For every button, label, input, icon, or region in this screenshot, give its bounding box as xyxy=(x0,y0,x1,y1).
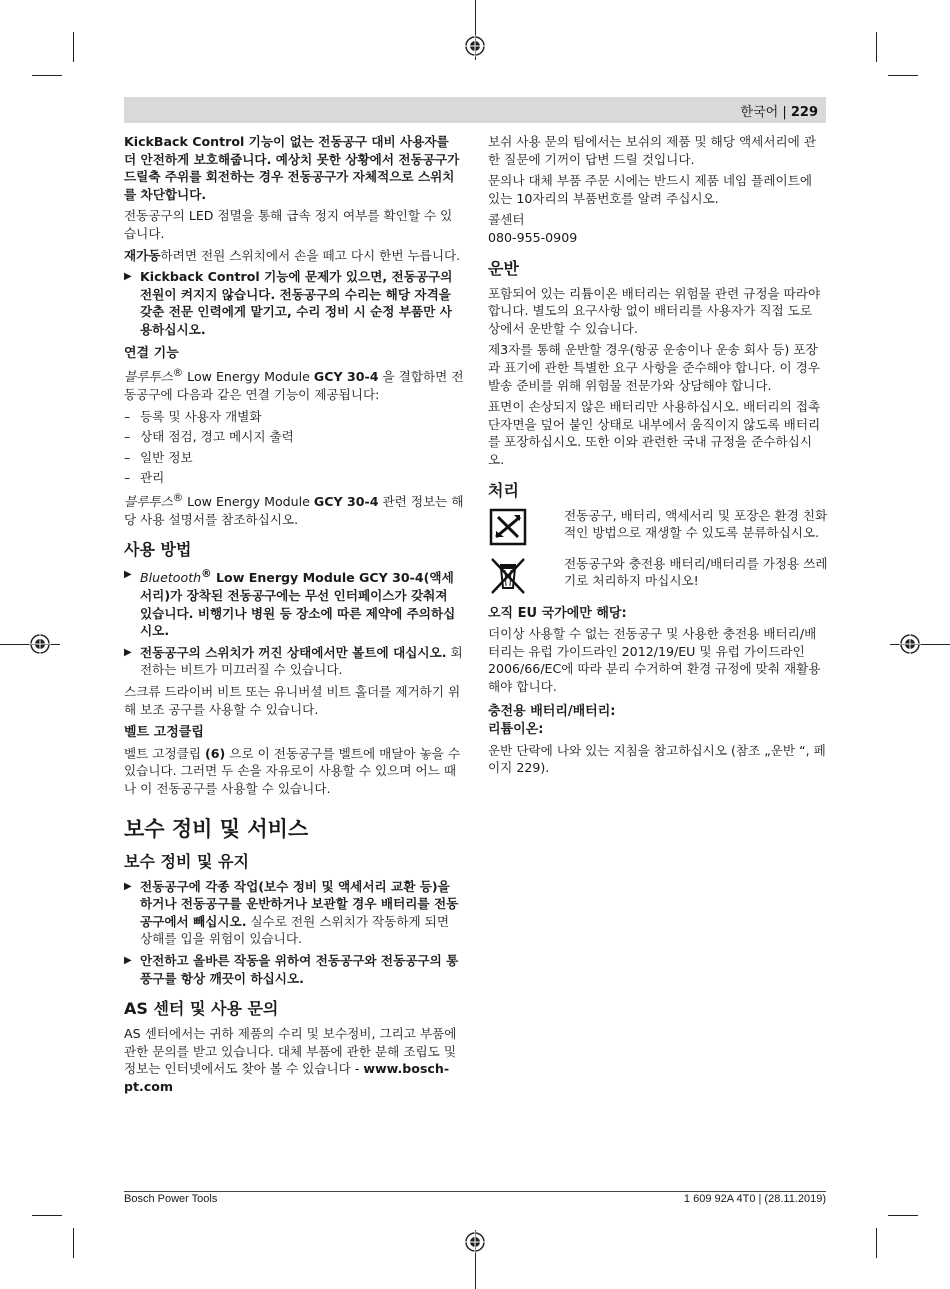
registration-mark-icon xyxy=(29,633,51,655)
recycle-box-icon xyxy=(488,507,528,547)
page-number: 229 xyxy=(790,105,818,120)
transport-p2: 제3자를 통해 운반할 경우(항공 운송이나 운송 회사 등) 포장과 표기에 관한 특별한 요구 사항을 준수해야 합니다. 이 경우 발송 준비를 위해 위험물 전문가와 상담해야 합니다. xyxy=(488,342,821,393)
usage-text: 스크류 드라이버 비트 또는 유니버셜 비트 홀더를 제거하기 위해 보조 공구를 사용할 수 있습니다. xyxy=(124,684,461,717)
module-model: GCY 30-4 xyxy=(313,369,379,385)
belt-text-a: 벨트 고정클립 xyxy=(124,745,205,761)
bluetooth-korean: 블루투스 xyxy=(124,494,173,510)
left-column xyxy=(124,133,464,1100)
warning-triangle-icon: ▶ xyxy=(124,569,132,581)
right-column xyxy=(488,133,828,781)
callcenter-label: 콜센터 xyxy=(488,212,525,228)
usage-heading: 사용 방법 xyxy=(124,540,192,560)
crop-mark xyxy=(888,1215,918,1216)
maintenance-warning-1-text xyxy=(140,879,458,947)
page-header xyxy=(124,97,826,123)
connect-outro-rest: 관련 정보는 해당 사용 설명서를 참조하십시오. xyxy=(124,494,464,527)
crossed-bin-icon xyxy=(488,555,528,595)
list-item: – 일반 정보 xyxy=(124,449,193,465)
maintenance-heading: 보수 정비 및 유지 xyxy=(124,851,249,871)
connect-heading: 연결 기능 xyxy=(124,345,179,361)
registration-mark-icon xyxy=(464,35,486,57)
belt-clip-number: (6) xyxy=(205,745,226,761)
registered-mark: ® xyxy=(172,491,184,504)
registration-mark-icon xyxy=(899,633,921,655)
bluetooth-label: Bluetooth xyxy=(140,570,202,586)
crop-mark xyxy=(888,75,918,76)
transport-heading: 운반 xyxy=(488,258,519,278)
liion-heading: 리튬이온: xyxy=(488,722,544,738)
crop-mark xyxy=(876,32,877,62)
advice-text: 보쉬 사용 문의 팀에서는 보쉬의 제품 및 해당 액세서리에 관한 질문에 기꺼이 답변 드릴 것입니다. xyxy=(488,134,817,167)
footer-doc-number: 1 609 92A 4T0 | (28.11.2019) xyxy=(683,1193,826,1205)
bluetooth-warning xyxy=(124,566,464,640)
disposal-recycle-text: 전동공구, 배터리, 액세서리 및 포장은 환경 친화적인 방법으로 재생할 수 있도록 분류하십시오. xyxy=(564,507,828,541)
list-item-text: 상태 점검, 경고 메시지 출력 xyxy=(140,429,294,445)
connect-intro xyxy=(124,365,464,403)
bluetooth-warning-text xyxy=(140,570,455,638)
bluetooth-warning-rest: Low Energy Module GCY 30-4(액세서리)가 장착된 전동공구에는 무선 인터페이스가 갖춰져 있습니다. 비행기나 병원 등 장소에 따른 제약에 주의하십시오. xyxy=(140,570,456,639)
belt-text xyxy=(124,745,464,798)
header-language: 한국어 xyxy=(740,105,779,120)
switch-warning-rest: 회전하는 비트가 미끄러질 수 있습니다. xyxy=(140,644,463,678)
footer-brand: Bosch Power Tools xyxy=(124,1193,218,1205)
list-item: – 등록 및 사용자 개별화 xyxy=(124,408,262,424)
battery-heading: 충전용 배터리/배터리: xyxy=(488,704,616,720)
registered-mark: ® xyxy=(201,568,212,581)
belt-heading: 벨트 고정클립 xyxy=(124,725,204,741)
restart-bold: 재가동 xyxy=(124,247,161,263)
module-model: GCY 30-4 xyxy=(313,494,379,510)
warning-triangle-icon: ▶ xyxy=(124,271,132,283)
belt-text-b: 으로 이 전동공구를 벨트에 매달아 놓을 수 있습니다. 그러면 두 손을 자유로이 사용할 수 있으며 어느 때나 이 전동공구를 사용할 수 있습니다. xyxy=(124,745,461,796)
service-heading: 보수 정비 및 서비스 xyxy=(124,816,309,841)
maintenance-warning-1 xyxy=(124,878,464,948)
kickback-warning xyxy=(124,268,464,338)
disposal-heading: 처리 xyxy=(488,480,519,500)
transport-p3: 표면이 손상되지 않은 배터리만 사용하십시오. 배터리의 접촉 단자면을 덮어 붙인 상태로 내부에서 움직이지 않도록 배터리를 포장하십시오. 또한 이와 관련한 국내 규정을 준수하십시오. xyxy=(488,399,821,467)
crop-mark xyxy=(876,1228,877,1258)
maint-warn1-rest: 실수로 전원 스위치가 작동하게 되면 상해를 입을 위험이 있습니다. xyxy=(140,913,449,947)
crop-mark xyxy=(32,75,62,76)
as-heading: AS 센터 및 사용 문의 xyxy=(124,999,279,1019)
restart-text xyxy=(124,247,464,265)
led-text: 전동공구의 LED 점멸을 통해 급속 정지 여부를 확인할 수 있습니다. xyxy=(124,208,453,241)
header-label: 한국어 | 229 xyxy=(740,105,818,120)
disposal-household-row xyxy=(488,555,828,595)
warning-triangle-icon: ▶ xyxy=(124,880,132,892)
eu-heading: 오직 EU 국가에만 해당: xyxy=(488,605,627,621)
disposal-household-text: 전동공구와 충전용 배터리/배터리를 가정용 쓰레기로 처리하지 마십시오! xyxy=(564,555,828,589)
list-item-text: 등록 및 사용자 개별화 xyxy=(140,408,262,424)
warning-triangle-icon: ▶ xyxy=(124,646,132,658)
warning-triangle-icon: ▶ xyxy=(124,954,132,966)
parts-text: 문의나 대체 부품 주문 시에는 반드시 제품 네임 플레이트에 있는 10자리의 부품번호를 알려 주십시오. xyxy=(488,173,812,206)
module-name: Low Energy Module xyxy=(183,369,314,385)
bluetooth-korean: 블루투스 xyxy=(124,369,173,385)
liion-text: 운반 단락에 나와 있는 지침을 참고하십시오 (참조 „운반 “, 페이지 229). xyxy=(488,742,826,776)
callcenter-number: 080-955-0909 xyxy=(488,229,578,245)
switch-warning xyxy=(124,644,464,679)
as-text-body: AS 센터에서는 귀하 제품의 수리 및 보수정비, 그리고 부품에 관한 문의를 받고 있습니다. 대체 부품에 관한 분해 조립도 및 정보는 인터넷에서도 찾아 볼 수 있습니다 - xyxy=(124,1026,457,1077)
switch-warning-text xyxy=(140,645,463,678)
maintenance-warning-2 xyxy=(124,952,464,987)
as-text xyxy=(124,1025,464,1095)
disposal-recycle-row xyxy=(488,507,828,547)
crop-mark xyxy=(73,32,74,62)
registration-mark-icon xyxy=(464,1231,486,1253)
eu-text: 더이상 사용할 수 없는 전동공구 및 사용한 충전용 배터리/배터리는 유럽 가이드라인 2012/19/EU 및 유럽 가이드라인 2006/66/EC에 따라 분리 수거하여 환경 규정에 맞춰 재활용해야 합니다. xyxy=(488,626,821,694)
list-item-text: 일반 정보 xyxy=(140,449,193,465)
maint-warn2-bold: 안전하고 올바른 작동을 위하여 전동공구와 전동공구의 통풍구를 항상 깨끗이 하십시오. xyxy=(140,952,459,986)
connect-intro-rest: 을 결합하면 전동공구에 다음과 같은 연결 기능이 제공됩니다: xyxy=(124,369,464,402)
connect-outro xyxy=(124,490,464,528)
switch-warning-bold: 전동공구의 스위치가 꺼진 상태에서만 볼트에 대십시오. xyxy=(140,644,447,660)
list-item: – 관리 xyxy=(124,470,165,486)
transport-p1: 포함되어 있는 리튬이온 배터리는 위험물 관련 규정을 따라야 합니다. 별도의 요구사항 없이 배터리를 사용자가 직접 도로 상에서 운반할 수 있습니다. xyxy=(488,285,821,336)
crop-mark xyxy=(32,1215,62,1216)
list-item-text: 관리 xyxy=(140,470,165,486)
list-item: – 상태 점검, 경고 메시지 출력 xyxy=(124,429,294,445)
kickback-description: KickBack Control 기능이 없는 전동공구 대비 사용자를 더 안전하게 보호해줍니다. 예상치 못한 상황에서 전동공구가 드릴축 주위를 회전하는 경우 전동공구가 자체적으로 스위치를 차단합니다. xyxy=(124,134,460,202)
crop-mark xyxy=(73,1228,74,1258)
kickback-warning-text: Kickback Control 기능에 문제가 있으면, 전동공구의 전원이 켜지지 않습니다. 전동공구의 수리는 해당 자격을 갖춘 전문 인력에게 맡기고, 수리 정비 시 순정 부품만 사용하십시오. xyxy=(140,269,453,337)
bosch-url-link[interactable]: www.bosch-pt.com xyxy=(124,1061,450,1094)
module-name: Low Energy Module xyxy=(183,494,314,510)
footer-rule xyxy=(124,1191,826,1192)
registered-mark: ® xyxy=(172,367,184,380)
maint-warn1-bold: 전동공구에 각종 작업(보수 정비 및 액세서리 교환 등)을 하거나 전동공구를 운반하거나 보관할 경우 배터리를 전동공구에서 빼십시오. xyxy=(140,878,459,929)
restart-rest: 하려면 전원 스위치에서 손을 떼고 다시 한번 누릅니다. xyxy=(160,247,461,263)
